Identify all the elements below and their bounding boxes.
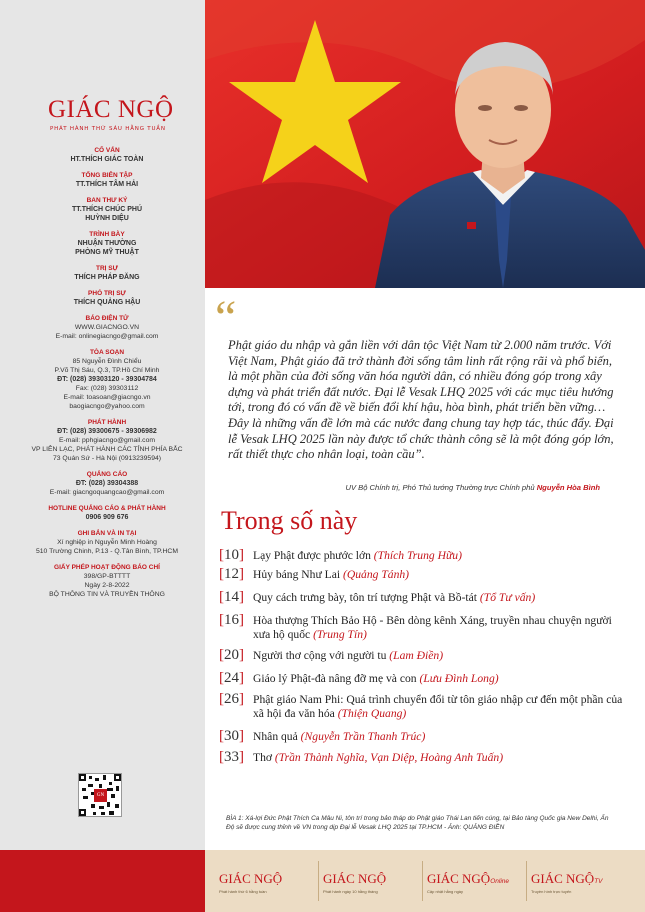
qr-module bbox=[116, 786, 119, 791]
masthead-line: ĐT: (028) 39304388 bbox=[75, 480, 139, 487]
qr-module bbox=[114, 774, 121, 781]
toc-article-title: Phật giáo Nam Phi: Quá trình chuyển đổi từ tôn giáo nhập cư đến một phần của xã hội đa văn hóa bbox=[253, 693, 623, 720]
page-number-value: 20 bbox=[224, 647, 239, 663]
toc-item[interactable] bbox=[219, 692, 624, 721]
toc-entry bbox=[253, 729, 425, 744]
masthead-block bbox=[18, 314, 196, 341]
masthead-heading: TÒA SOẠN bbox=[89, 349, 125, 356]
qr-module bbox=[91, 804, 95, 808]
toc-page-number: [14] bbox=[219, 589, 244, 605]
masthead-line: 0906 909 676 bbox=[85, 514, 129, 521]
qr-module bbox=[101, 812, 105, 815]
footer-brand-logo bbox=[323, 868, 422, 887]
toc-item[interactable] bbox=[219, 750, 624, 765]
toc-page-number: [26] bbox=[219, 691, 244, 707]
masthead-heading: CỐ VẤN bbox=[94, 147, 120, 154]
masthead-heading: QUẢNG CÁO bbox=[86, 471, 128, 478]
page-number-value: 24 bbox=[224, 670, 239, 686]
masthead-line[interactable]: E-mail: giacngoquangcao@gmail.com bbox=[49, 489, 165, 496]
qr-logo: GN bbox=[94, 789, 107, 802]
masthead-block bbox=[18, 529, 196, 556]
qr-module bbox=[88, 784, 93, 787]
masthead-heading: PHÁT HÀNH bbox=[87, 419, 127, 426]
toc-author: (Quảng Tánh) bbox=[343, 568, 410, 581]
qr-module bbox=[99, 784, 102, 788]
toc-entry bbox=[253, 590, 535, 605]
toc-page-number: [30] bbox=[219, 728, 244, 744]
masthead-line: 85 Nguyễn Đình Chiểu bbox=[72, 358, 142, 365]
toc-article-title: Quy cách trưng bày, tôn trí tượng Phật và Bồ-tát bbox=[253, 591, 478, 604]
page-number-value: 14 bbox=[224, 589, 239, 605]
toc-author: (Thiện Quang) bbox=[337, 707, 407, 720]
toc-article-title: Hòa thượng Thích Bảo Hộ - Bên dòng kênh Xáng, truyền nhau chuyện người xưa hộ quốc bbox=[253, 614, 612, 641]
footer-brand-name: GIÁC NGỘ bbox=[531, 871, 595, 886]
footer-brand-logo bbox=[219, 868, 318, 887]
masthead-heading: HOTLINE QUẢNG CÁO & PHÁT HÀNH bbox=[48, 505, 166, 512]
masthead-block bbox=[18, 171, 196, 189]
masthead-heading: GIẤY PHÉP HOẠT ĐỘNG BÁO CHÍ bbox=[54, 564, 160, 571]
attribution-name: Nguyễn Hòa Bình bbox=[536, 483, 600, 492]
toc-item[interactable] bbox=[219, 613, 624, 642]
toc-item[interactable] bbox=[219, 548, 624, 563]
footer-brand-bar bbox=[205, 850, 645, 912]
page-number-value: 30 bbox=[224, 728, 239, 744]
toc-author: (Lam Điền) bbox=[389, 649, 444, 662]
footer-brand-3[interactable] bbox=[423, 861, 527, 901]
qr-module bbox=[107, 788, 113, 791]
masthead-line: THÍCH PHÁP ĐĂNG bbox=[74, 274, 140, 281]
featured-quote: Phật giáo du nhập và gắn liền với dân tộc Việt Nam từ 2.000 năm trước. Với Việt Nam, Phật giáo đã trở thành đời sống tâm linh rất rộng rãi và phổ biến, là một phần của đời sống văn hóa người dân, có nhiều đóng góp trong xây dựng và phát triển đất nước. Đại lễ Vesak LHQ 2025 với các mục tiêu hướng tới, trong đó có vấn đề về biến đổi khí hậu, hòa bình, phát triển bền vững… Đây là những vấn đề lớn mà các nước đang chung tay hợp tác, thúc đẩy. Đại lễ Vesak LHQ 2025 lần này được tổ chức thành công sẽ là một đóng góp lớn, rất thiết thực cho nhân loại, toàn cầu”. bbox=[228, 338, 614, 462]
toc-item[interactable] bbox=[219, 590, 624, 605]
toc-entry bbox=[253, 750, 503, 765]
masthead-sidebar bbox=[0, 0, 205, 850]
page-number-value: 26 bbox=[224, 691, 239, 707]
masthead-line: 73 Quán Sứ - Hà Nội (0913239594) bbox=[52, 455, 162, 462]
page-number-value: 10 bbox=[224, 547, 239, 563]
toc-entry bbox=[253, 567, 409, 582]
qr-module bbox=[109, 782, 112, 785]
footer-brand-name: GIÁC NGỘ bbox=[427, 871, 491, 886]
toc-author: (Thích Trung Hữu) bbox=[373, 549, 462, 562]
qr-module bbox=[82, 788, 86, 791]
masthead-list bbox=[18, 146, 196, 606]
table-of-contents bbox=[219, 548, 624, 765]
toc-author: (Nguyễn Trần Thanh Trúc) bbox=[300, 730, 426, 743]
masthead-heading: TRÌNH BÀY bbox=[89, 231, 125, 238]
qr-module bbox=[89, 776, 92, 779]
toc-author: (Trung Tín) bbox=[313, 628, 367, 641]
toc-title: Trong số này bbox=[221, 506, 358, 535]
qr-module bbox=[99, 806, 104, 809]
page-number-value: 33 bbox=[224, 749, 239, 765]
toc-page-number: [24] bbox=[219, 670, 244, 686]
toc-article-title: Người thơ cộng với người tu bbox=[253, 649, 387, 662]
toc-item[interactable] bbox=[219, 671, 624, 686]
toc-article-title: Giáo lý Phật-đà nâng đỡ mẹ và con bbox=[253, 672, 417, 685]
masthead-line: P.Võ Thị Sáu, Q.3, TP.Hồ Chí Minh bbox=[54, 367, 160, 374]
page-number-value: 16 bbox=[224, 612, 239, 628]
toc-author: (Tổ Tư vấn) bbox=[479, 591, 536, 604]
qr-module bbox=[111, 794, 115, 798]
masthead-line: VP LIÊN LẠC, PHÁT HÀNH CÁC TỈNH PHÍA BẮC bbox=[31, 446, 183, 453]
toc-page-number: [33] bbox=[219, 749, 244, 765]
footer-brand-subtitle: Phát hành ngày 10 hằng tháng bbox=[323, 889, 378, 894]
masthead-block bbox=[18, 348, 196, 411]
masthead-line: BỘ THÔNG TIN VÀ TRUYỀN THÔNG bbox=[49, 591, 165, 598]
qr-module bbox=[95, 778, 99, 781]
toc-page-number: [12] bbox=[219, 566, 244, 582]
toc-page-number: [10] bbox=[219, 547, 244, 563]
masthead-line[interactable]: E-mail: onlinegiacngo@gmail.com bbox=[55, 333, 159, 340]
masthead-line: HUỲNH DIỆU bbox=[85, 215, 129, 222]
footer-brand-suffix: TV bbox=[594, 878, 603, 885]
toc-author: (Lưu Đình Long) bbox=[419, 672, 499, 685]
toc-entry bbox=[253, 692, 624, 721]
footer-brand-logo bbox=[427, 868, 526, 887]
brand-logo: GIÁC NGỘ bbox=[48, 96, 174, 123]
masthead-line[interactable]: WWW.GIACNGO.VN bbox=[74, 324, 140, 331]
masthead-heading: TỔNG BIÊN TẬP bbox=[81, 172, 133, 179]
footer-brand-1[interactable] bbox=[215, 861, 319, 901]
page-number-value: 12 bbox=[224, 566, 239, 582]
masthead-line: ĐT: (028) 39300675 - 39306982 bbox=[57, 428, 157, 435]
toc-entry bbox=[253, 548, 462, 563]
toc-author: (Trần Thành Nghĩa, Vạn Diệp, Hoàng Anh Tuấn) bbox=[274, 751, 504, 764]
toc-item[interactable] bbox=[219, 648, 624, 663]
masthead-block bbox=[18, 196, 196, 223]
footer-red-band bbox=[0, 850, 205, 912]
masthead-heading: BAN THƯ KÝ bbox=[86, 197, 128, 204]
toc-article-title: Lạy Phật được phước lớn bbox=[253, 549, 371, 562]
qr-module bbox=[109, 811, 114, 815]
toc-page-number: [20] bbox=[219, 647, 244, 663]
masthead-heading: GHI BẢN VÀ IN TẠI bbox=[77, 530, 137, 537]
masthead-line: THÍCH QUẢNG HẬU bbox=[73, 299, 141, 306]
footer-brand-2[interactable] bbox=[319, 861, 423, 901]
qr-module bbox=[103, 775, 106, 780]
masthead-line: Fax: (028) 39303112 bbox=[75, 385, 139, 392]
qr-module bbox=[83, 796, 88, 799]
masthead-line: PHÒNG MỸ THUẬT bbox=[75, 249, 139, 256]
masthead-block bbox=[18, 146, 196, 164]
cover-portrait-photo bbox=[205, 0, 645, 288]
masthead-heading: BÁO ĐIỆN TỬ bbox=[85, 315, 129, 322]
attribution-role: UV Bộ Chính trị, Phó Thủ tướng Thường trực Chính phủ bbox=[345, 483, 535, 492]
qr-module bbox=[79, 809, 86, 816]
toc-article-title: Hủy báng Như Lai bbox=[253, 568, 341, 581]
masthead-block bbox=[18, 504, 196, 522]
masthead-block bbox=[18, 230, 196, 257]
quote-mark-icon: “ bbox=[215, 291, 237, 344]
footer-brand-name: GIÁC NGỘ bbox=[219, 871, 283, 886]
toc-entry bbox=[253, 648, 443, 663]
masthead-heading: TRỊ SỰ bbox=[95, 265, 118, 272]
cover-caption: BÌA 1: Xá-lợi Đức Phật Thích Ca Mâu Ni, tôn trí trong bảo tháp do Phật giáo Thái Lan tiến cúng, tại Bảo tàng Quốc gia New Delhi, Ấn Độ sẽ được cung thỉnh về VN trong dịp Đại lễ Vesak LHQ 2025 tại TP.HCM - Ảnh: QUẢNG ĐIỀN bbox=[226, 815, 609, 831]
masthead-line[interactable]: baogiacngo@yahoo.com bbox=[69, 403, 145, 410]
footer-brand-suffix: Online bbox=[490, 878, 509, 885]
masthead-line: TT.THÍCH TÂM HẢI bbox=[75, 181, 139, 188]
masthead-line: ĐT: (028) 39303120 - 39304784 bbox=[57, 376, 157, 383]
footer-brand-logo bbox=[531, 868, 631, 887]
footer-brand-subtitle: Phát hành thứ 6 hằng tuần bbox=[219, 889, 267, 894]
footer-brand-4[interactable] bbox=[527, 861, 631, 901]
qr-module bbox=[93, 812, 96, 815]
flag-and-portrait-illustration bbox=[205, 0, 645, 288]
qr-module bbox=[107, 802, 110, 807]
toc-item[interactable] bbox=[219, 567, 624, 582]
footer-brand-subtitle: Truyền hình trực tuyến bbox=[531, 889, 572, 894]
masthead-line[interactable]: E-mail: pphgiacngo@gmail.com bbox=[58, 437, 156, 444]
qr-module bbox=[79, 774, 86, 781]
toc-article-title: Nhân quả bbox=[253, 730, 298, 743]
masthead-line: TT.THÍCH CHÚC PHÚ bbox=[72, 206, 142, 213]
qr-module bbox=[91, 792, 94, 795]
brand-tagline: PHÁT HÀNH THỨ SÁU HẰNG TUẦN bbox=[50, 126, 166, 132]
masthead-block bbox=[18, 563, 196, 599]
masthead-block bbox=[18, 264, 196, 282]
masthead-line: Xí nghiệp in Nguyễn Minh Hoàng bbox=[57, 539, 157, 546]
masthead-line: NHUẬN THƯỜNG bbox=[77, 240, 137, 247]
masthead-line: 510 Trường Chinh, P.13 - Q.Tân Bình, TP.HCM bbox=[36, 548, 178, 555]
masthead-block bbox=[18, 418, 196, 463]
footer-brand-subtitle: Cập nhật hằng ngày bbox=[427, 889, 464, 894]
masthead-block bbox=[18, 289, 196, 307]
qr-module bbox=[115, 804, 119, 808]
masthead-line: HT.THÍCH GIÁC TOÀN bbox=[70, 156, 144, 163]
masthead-line: Ngày 2-8-2022 bbox=[84, 582, 130, 589]
masthead-block bbox=[18, 470, 196, 497]
toc-entry bbox=[253, 613, 624, 642]
toc-article-title: Thơ bbox=[253, 751, 273, 764]
toc-entry bbox=[253, 671, 499, 686]
toc-item[interactable] bbox=[219, 729, 624, 744]
masthead-heading: PHÓ TRỊ SỰ bbox=[88, 290, 126, 297]
footer-brand-name: GIÁC NGỘ bbox=[323, 871, 387, 886]
masthead-line: 398/GP-BTTTT bbox=[83, 573, 131, 580]
quote-attribution bbox=[345, 483, 600, 492]
qr-code[interactable] bbox=[78, 773, 122, 817]
toc-page-number: [16] bbox=[219, 612, 244, 628]
masthead-line[interactable]: E-mail: toasoan@giacngo.vn bbox=[63, 394, 151, 401]
